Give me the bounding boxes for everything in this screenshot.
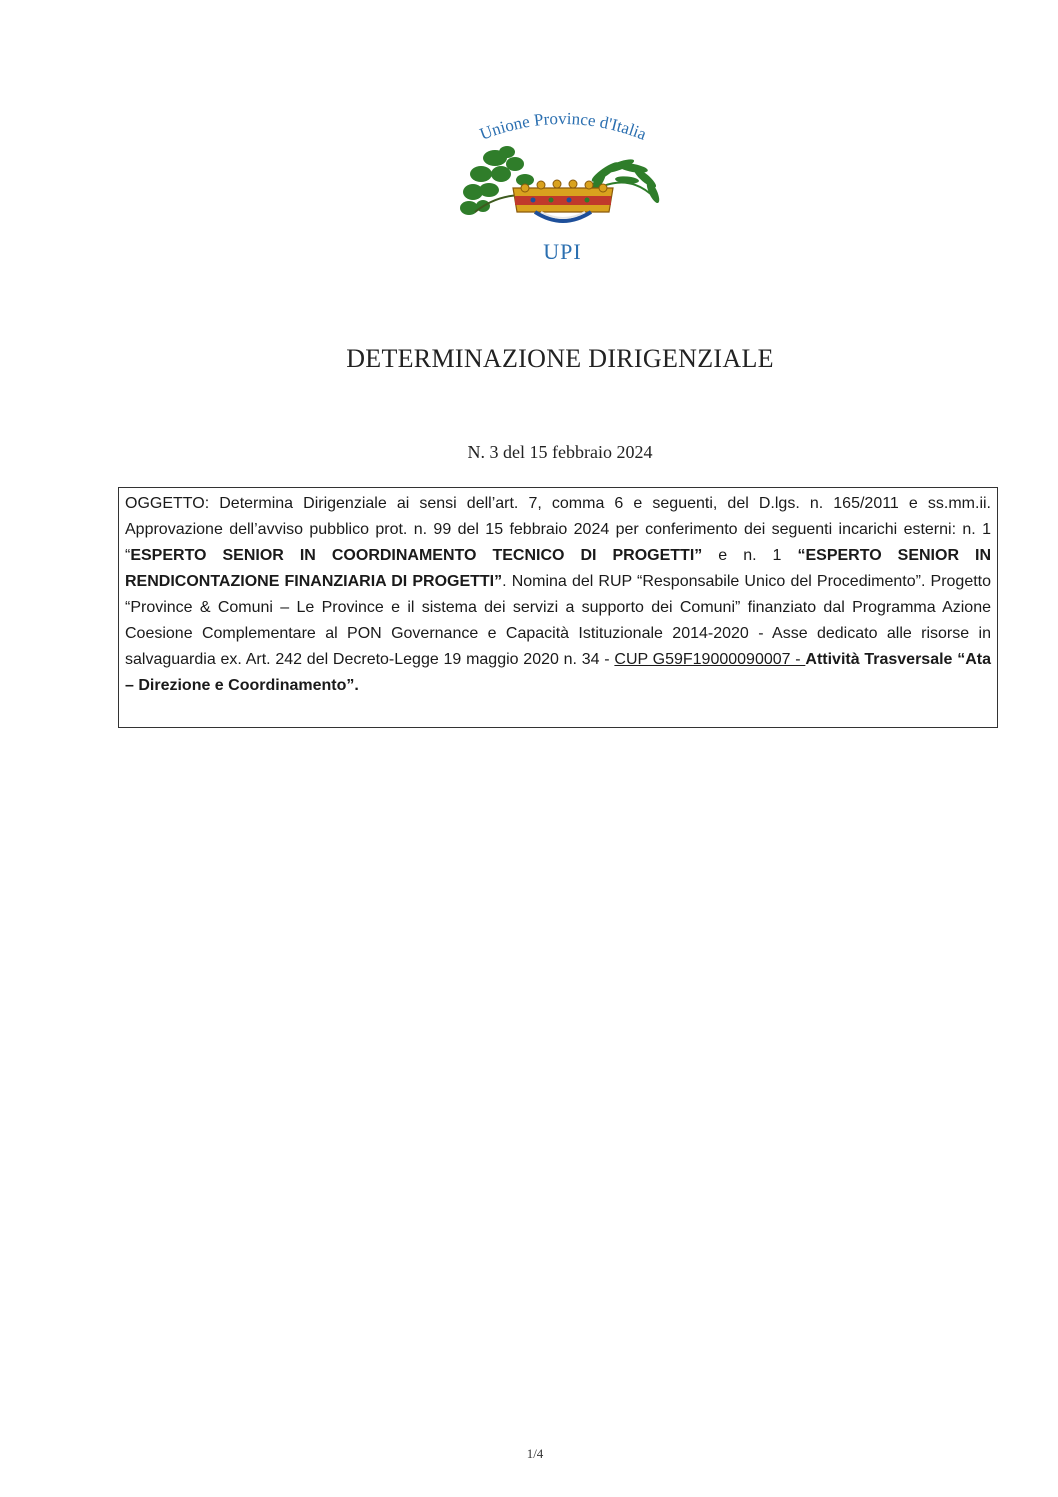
document-title: DETERMINAZIONE DIRIGENZIALE bbox=[346, 344, 774, 373]
upi-logo bbox=[455, 108, 670, 268]
subject-bold-role-2: “ESPERTO SENIOR IN RENDICONTAZIONE FINANZIARIA DI PROGETTI” bbox=[125, 547, 992, 590]
subject-bold-role-1: ESPERTO SENIOR IN COORDINAMENTO TECNICO DI PROGETTI” bbox=[130, 547, 703, 564]
subject-text: OGGETTO: Determina Dirigenziale ai sensi dell’art. 7, comma 6 e seguenti, del D.lgs. n. 165/2011 e ss.mm.ii. Approvazione dell’avviso pubblico prot. n. 99 del 15 febbraio 2024 per conferimento dei seguenti incarichi esterni: n. 1 “ bbox=[125, 495, 991, 564]
document-number: N. 3 del 15 febbraio 2024 bbox=[467, 442, 653, 462]
page-number: 1/4 bbox=[526, 1446, 544, 1461]
upi-emblem-graphic bbox=[455, 108, 670, 243]
logo-org-name: Unione Province d'Italia bbox=[477, 108, 649, 144]
subject-bold-activity: Attività Trasversale “Ata – Direzione e Coordinamento”. bbox=[125, 651, 991, 694]
subject-text: e n. 1 bbox=[702, 547, 798, 564]
cup-code: CUP G59F19000090007 - bbox=[614, 651, 806, 668]
logo-acronym: UPI bbox=[543, 239, 582, 264]
subject-text: . Nomina del RUP “Responsabile Unico del Procedimento”. Progetto “Province & Comuni – Le Province e il sistema dei servizi a supporto dei Comuni” finanziato dal Programma Azione Coesione Complementare al PON Governance e Capacità Istituzionale 2014-2020 - Asse dedicato alle risorse in salvaguardia ex. Art. 242 del Decreto-Legge 19 maggio 2020 n. 34 - bbox=[125, 573, 991, 668]
subject-box bbox=[118, 487, 998, 728]
